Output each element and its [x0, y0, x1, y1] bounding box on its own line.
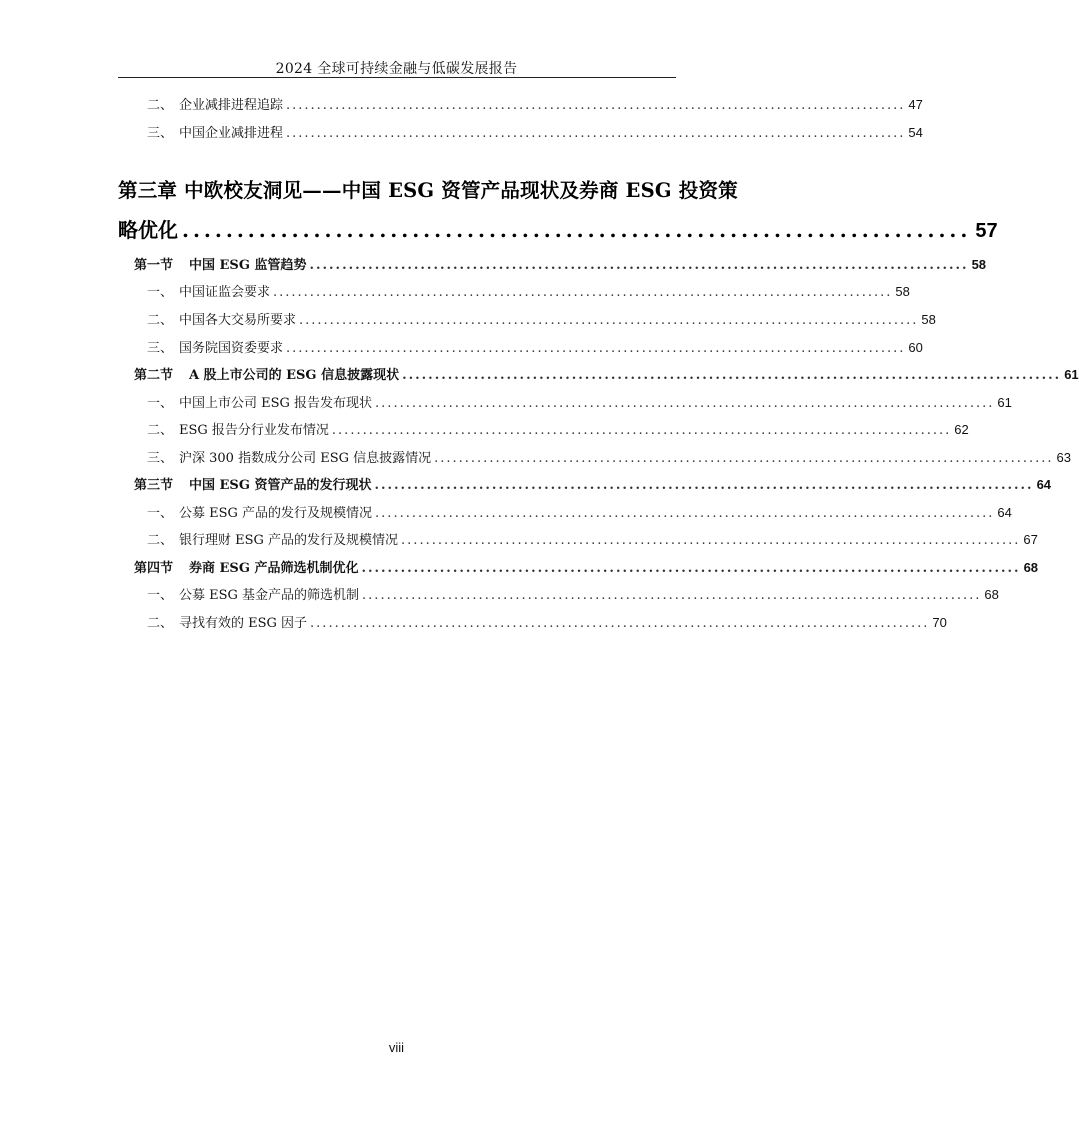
toc-item[interactable]	[118, 124, 923, 143]
toc-section-label: 券商 ESG 产品筛选机制优化	[189, 561, 359, 576]
toc-section-number: 第二节	[134, 368, 174, 383]
leader-dots: ........................................................................	[182, 218, 972, 242]
toc-item-label: 国务院国资委要求	[179, 341, 284, 356]
leader-dots: .....................................................................................................	[286, 341, 906, 356]
toc-item-number: 二、	[147, 533, 174, 548]
leader-dots: .....................................................................................................	[374, 478, 1034, 493]
toc-item-number: 一、	[147, 588, 174, 603]
toc-item-page: 67	[1023, 532, 1038, 547]
toc-item-label: 银行理财 ESG 产品的发行及规模情况	[179, 533, 399, 548]
running-header-title: 2024 全球可持续金融与低碳发展报告	[275, 61, 518, 77]
toc-item-page: 62	[954, 422, 969, 437]
leader-dots: .....................................................................................................	[375, 396, 995, 411]
leader-dots: .....................................................................................................	[361, 561, 1021, 576]
leader-dots: .....................................................................................................	[273, 285, 893, 300]
toc-item-number: 一、	[147, 506, 174, 521]
toc-item[interactable]	[118, 586, 999, 605]
toc-item-page: 58	[895, 284, 910, 299]
toc-item-page: 68	[984, 587, 999, 602]
toc-item-label: 公募 ESG 基金产品的筛选机制	[179, 588, 360, 603]
toc-section[interactable]	[118, 559, 1039, 578]
footer-page-number: viii	[388, 1040, 405, 1055]
toc-item-label: ESG 报告分行业发布情况	[179, 423, 329, 438]
leader-dots: .....................................................................................................	[331, 423, 952, 438]
toc-section-page: 68	[1023, 560, 1039, 575]
toc-item-page: 54	[908, 125, 923, 140]
toc-section-number: 第三节	[134, 478, 174, 493]
toc-item-number: 三、	[147, 451, 174, 466]
toc-section[interactable]	[118, 366, 1079, 385]
toc-item-label: 公募 ESG 产品的发行及规模情况	[179, 506, 373, 521]
toc-item[interactable]	[118, 449, 1071, 468]
toc-item[interactable]	[118, 311, 936, 330]
toc-item-number: 三、	[147, 341, 174, 356]
toc-item-number: 二、	[147, 423, 174, 438]
leader-dots: .....................................................................................................	[310, 616, 930, 631]
toc-section-number: 第一节	[134, 258, 174, 273]
toc-item-page: 63	[1056, 450, 1071, 465]
toc-item-number: 一、	[147, 285, 174, 300]
leader-dots: .....................................................................................................	[299, 313, 919, 328]
toc-section-page: 64	[1036, 477, 1052, 492]
toc-item-label: 中国上市公司 ESG 报告发布现状	[179, 396, 373, 411]
toc-item[interactable]	[118, 283, 910, 302]
toc-item-label: 中国企业减排进程	[179, 126, 284, 141]
leader-dots: .....................................................................................................	[309, 258, 969, 273]
toc-section-label: A 股上市公司的 ESG 信息披露现状	[189, 368, 400, 383]
toc-item[interactable]	[118, 96, 923, 115]
leader-dots: .....................................................................................................	[401, 533, 1021, 548]
toc-item-label: 寻找有效的 ESG 因子	[179, 616, 308, 631]
header-divider	[118, 77, 676, 78]
toc-item-page: 47	[908, 97, 923, 112]
toc-item-page: 60	[908, 340, 923, 355]
toc-item[interactable]	[118, 339, 923, 358]
chapter-title-line2: 略优化	[118, 218, 178, 242]
toc-item[interactable]	[118, 614, 947, 633]
leader-dots: .....................................................................................................	[402, 368, 1062, 383]
toc-section[interactable]	[118, 256, 987, 275]
toc-item-page: 70	[932, 615, 947, 630]
toc-item-page: 58	[921, 312, 936, 327]
toc-section-page: 61	[1064, 367, 1079, 382]
toc-item[interactable]	[118, 421, 969, 440]
toc-item-number: 一、	[147, 396, 174, 411]
leader-dots: .....................................................................................................	[434, 451, 1054, 466]
toc-section-number: 第四节	[134, 561, 174, 576]
leader-dots: .....................................................................................................	[286, 98, 906, 113]
toc-section[interactable]	[118, 476, 1052, 495]
toc-section-page: 58	[971, 257, 987, 272]
toc-section-label: 中国 ESG 资管产品的发行现状	[189, 478, 372, 493]
toc-item-page: 64	[997, 505, 1012, 520]
toc-item[interactable]	[118, 531, 1038, 550]
toc-item[interactable]	[118, 394, 1012, 413]
toc-item-label: 中国各大交易所要求	[179, 313, 297, 328]
toc-item-number: 二、	[147, 98, 174, 113]
toc-item-label: 沪深 300 指数成分公司 ESG 信息披露情况	[179, 451, 432, 466]
toc-item-label: 中国证监会要求	[179, 285, 271, 300]
toc-section-label: 中国 ESG 监管趋势	[189, 258, 307, 273]
leader-dots: .....................................................................................................	[375, 506, 995, 521]
toc-item-number: 三、	[147, 126, 174, 141]
chapter-title-line1: 第三章 中欧校友洞见——中国 ESG 资管产品现状及券商 ESG 投资策	[118, 179, 738, 202]
leader-dots: .....................................................................................................	[362, 588, 982, 603]
toc-item[interactable]	[118, 504, 1012, 523]
toc-item-number: 二、	[147, 313, 174, 328]
toc-item-page: 61	[997, 395, 1012, 410]
toc-item-number: 二、	[147, 616, 174, 631]
leader-dots: .....................................................................................................	[286, 126, 906, 141]
toc-item-label: 企业减排进程追踪	[179, 98, 284, 113]
chapter-page: 57	[975, 220, 998, 242]
